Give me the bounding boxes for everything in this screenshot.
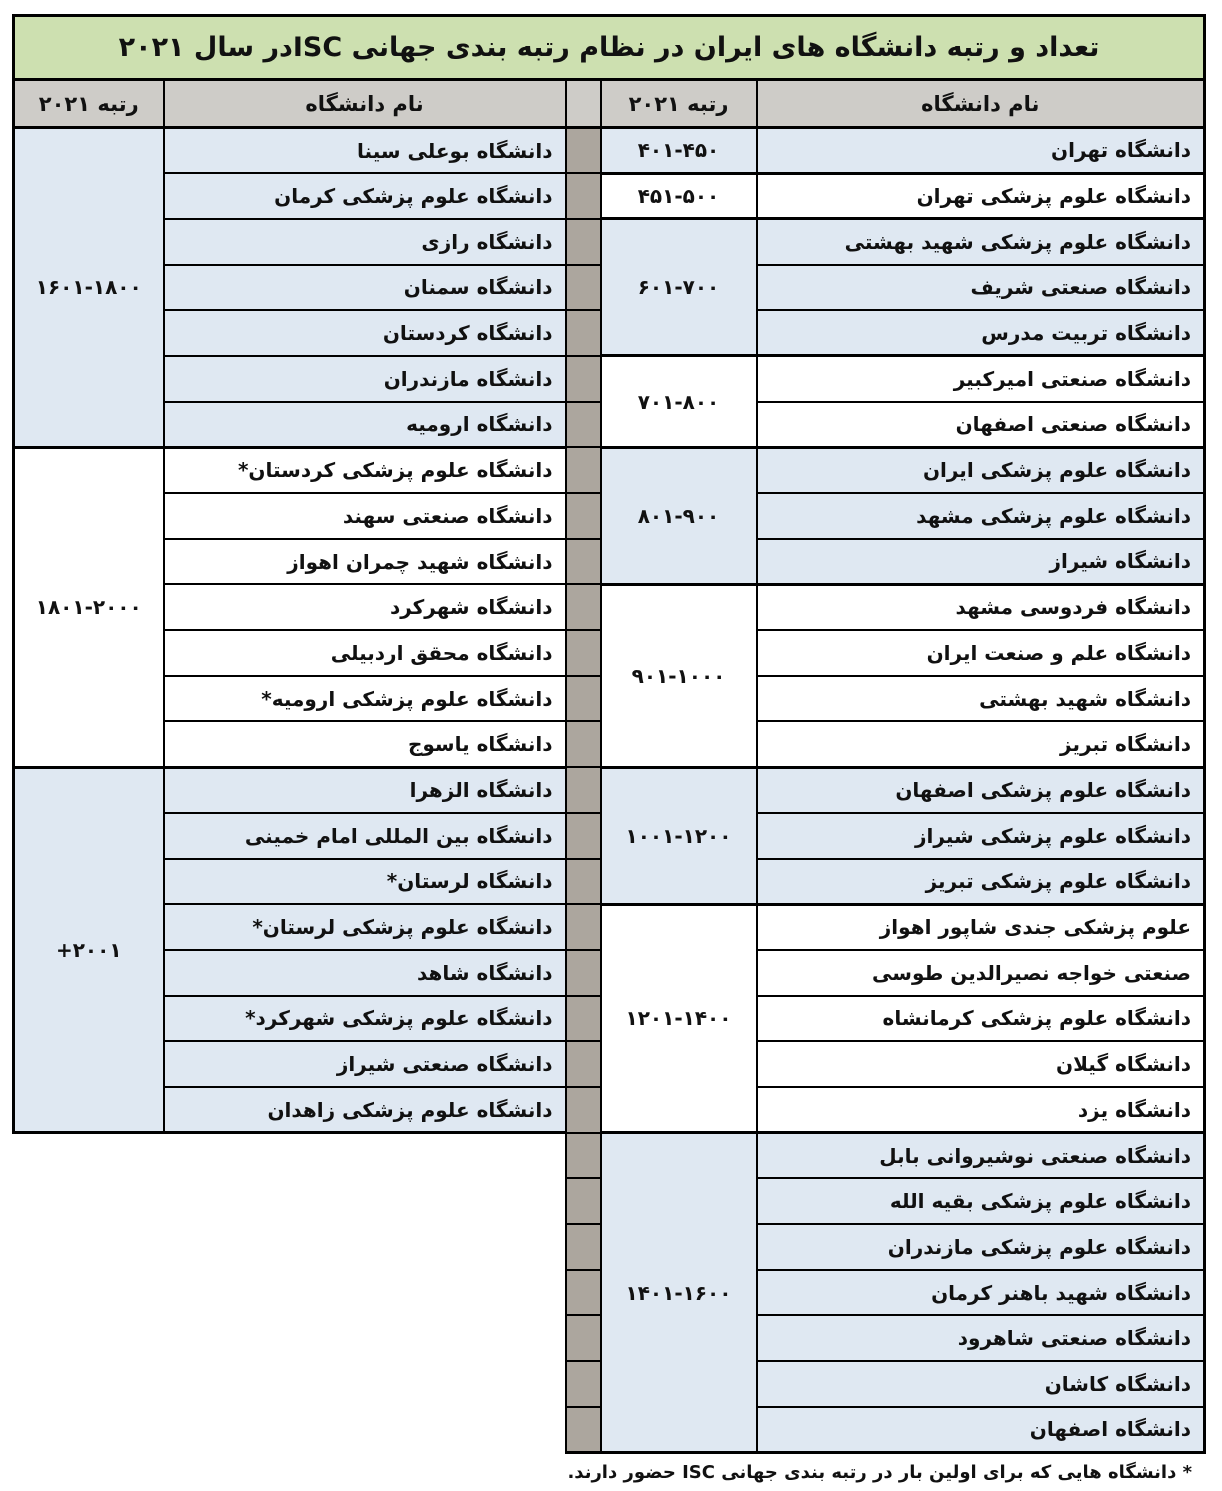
university-name-cell: دانشگاه مازندران xyxy=(164,356,566,402)
rank-range-cell: ۱۸۰۱-۲۰۰۰ xyxy=(13,447,163,767)
university-name-cell: دانشگاه علوم پزشکی اصفهان xyxy=(757,767,1205,813)
divider-cell xyxy=(566,676,601,722)
rank-range-cell: ۸۰۱-۹۰۰ xyxy=(601,447,757,584)
university-name-cell: دانشگاه شاهد xyxy=(164,950,566,996)
divider-cell xyxy=(566,1087,601,1133)
university-name-cell: دانشگاه بوعلی سینا xyxy=(164,128,566,174)
university-name-cell: دانشگاه محقق اردبیلی xyxy=(164,630,566,676)
left-name-header: نام دانشگاه xyxy=(164,80,566,128)
right-name-header: نام دانشگاه xyxy=(757,80,1205,128)
university-name-cell: دانشگاه الزهرا xyxy=(164,767,566,813)
divider-cell xyxy=(566,1041,601,1087)
rank-range-cell: ۴۵۱-۵۰۰ xyxy=(601,173,757,219)
university-name-cell: دانشگاه بین المللی امام خمینی xyxy=(164,813,566,859)
header-row xyxy=(13,80,1204,128)
university-name-cell: دانشگاه علوم پزشکی زاهدان xyxy=(164,1087,566,1133)
divider-cell xyxy=(566,539,601,585)
table-row xyxy=(13,356,1204,402)
university-name-cell: دانشگاه علوم پزشکی ارومیه* xyxy=(164,676,566,722)
university-name-cell: دانشگاه علوم پزشکی مازندران xyxy=(757,1224,1205,1270)
university-name-cell: دانشگاه علوم پزشکی کردستان* xyxy=(164,447,566,493)
right-rank-header: رتبه ۲۰۲۱ xyxy=(601,80,757,128)
university-name-cell: دانشگاه سمنان xyxy=(164,265,566,311)
university-name-cell: دانشگاه فردوسی مشهد xyxy=(757,584,1205,630)
university-name-cell: دانشگاه صنعتی شریف xyxy=(757,265,1205,311)
university-name-cell: دانشگاه علوم پزشکی کرمان xyxy=(164,173,566,219)
university-name-cell: دانشگاه علوم پزشکی کرمانشاه xyxy=(757,996,1205,1042)
empty-cell xyxy=(13,1270,565,1316)
divider-cell xyxy=(566,219,601,265)
university-name-cell: دانشگاه کاشان xyxy=(757,1361,1205,1407)
empty-cell xyxy=(13,1178,565,1224)
university-name-cell: دانشگاه علوم پزشکی ایران xyxy=(757,447,1205,493)
rank-range-cell: ۴۰۱-۴۵۰ xyxy=(601,128,757,174)
divider-cell xyxy=(566,721,601,767)
university-name-cell: دانشگاه کردستان xyxy=(164,310,566,356)
table-row xyxy=(13,1133,1204,1179)
table-row xyxy=(13,584,1204,630)
university-name-cell: دانشگاه تبریز xyxy=(757,721,1205,767)
rank-range-cell: ۱۲۰۱-۱۴۰۰ xyxy=(601,904,757,1132)
university-name-cell: دانشگاه علوم پزشکی شیراز xyxy=(757,813,1205,859)
divider-cell xyxy=(566,996,601,1042)
rank-range-cell: ۱۴۰۱-۱۶۰۰ xyxy=(601,1133,757,1453)
university-name-cell: دانشگاه صنعتی شاهرود xyxy=(757,1315,1205,1361)
university-name-cell: دانشگاه علم و صنعت ایران xyxy=(757,630,1205,676)
footnote: * دانشگاه هایی که برای اولین بار در رتبه بندی جهانی ISC حضور دارند. xyxy=(567,1461,1192,1483)
university-name-cell: دانشگاه صنعتی اصفهان xyxy=(757,402,1205,448)
divider-cell xyxy=(566,447,601,493)
university-name-cell: دانشگاه شیراز xyxy=(757,539,1205,585)
university-name-cell: دانشگاه علوم پزشکی مشهد xyxy=(757,493,1205,539)
divider-cell xyxy=(566,767,601,813)
university-name-cell: دانشگاه علوم پزشکی بقیه الله xyxy=(757,1178,1205,1224)
university-name-cell: دانشگاه شهید چمران اهواز xyxy=(164,539,566,585)
university-name-cell: علوم پزشکی جندی شاپور اهواز xyxy=(757,904,1205,950)
header-divider-cell xyxy=(566,80,601,128)
university-name-cell: دانشگاه شهید باهنر کرمان xyxy=(757,1270,1205,1316)
table-row xyxy=(13,904,1204,950)
table-row xyxy=(13,767,1204,813)
university-name-cell: دانشگاه یزد xyxy=(757,1087,1205,1133)
divider-cell xyxy=(566,859,601,905)
university-name-cell: دانشگاه ارومیه xyxy=(164,402,566,448)
divider-cell xyxy=(566,1133,601,1179)
table-row xyxy=(13,219,1204,265)
university-name-cell: دانشگاه علوم پزشکی شهرکرد* xyxy=(164,996,566,1042)
divider-cell xyxy=(566,1315,601,1361)
rank-range-cell: +۲۰۰۱ xyxy=(13,767,163,1133)
table-row xyxy=(13,128,1204,174)
university-name-cell: دانشگاه تهران xyxy=(757,128,1205,174)
rank-range-cell: ۹۰۱-۱۰۰۰ xyxy=(601,584,757,767)
university-name-cell: دانشگاه یاسوج xyxy=(164,721,566,767)
divider-cell xyxy=(566,1224,601,1270)
empty-cell xyxy=(13,1133,565,1179)
divider-cell xyxy=(566,950,601,996)
university-name-cell: دانشگاه لرستان* xyxy=(164,859,566,905)
rank-range-cell: ۶۰۱-۷۰۰ xyxy=(601,219,757,356)
title-row xyxy=(13,16,1204,80)
university-name-cell: دانشگاه علوم پزشکی شهید بهشتی xyxy=(757,219,1205,265)
divider-cell xyxy=(566,630,601,676)
empty-cell xyxy=(13,1315,565,1361)
university-name-cell: دانشگاه صنعتی سهند xyxy=(164,493,566,539)
table-row xyxy=(13,447,1204,493)
divider-cell xyxy=(566,813,601,859)
left-rank-header: رتبه ۲۰۲۱ xyxy=(13,80,163,128)
university-name-cell: دانشگاه صنعتی نوشیروانی بابل xyxy=(757,1133,1205,1179)
divider-cell xyxy=(566,402,601,448)
divider-cell xyxy=(566,904,601,950)
divider-cell xyxy=(566,173,601,219)
university-name-cell: دانشگاه رازی xyxy=(164,219,566,265)
table-row xyxy=(13,173,1204,219)
rank-range-cell: ۷۰۱-۸۰۰ xyxy=(601,356,757,447)
university-name-cell: دانشگاه شهرکرد xyxy=(164,584,566,630)
divider-cell xyxy=(566,310,601,356)
rank-range-cell: ۱۶۰۱-۱۸۰۰ xyxy=(13,128,163,448)
divider-cell xyxy=(566,128,601,174)
divider-cell xyxy=(566,1270,601,1316)
rank-range-cell: ۱۰۰۱-۱۲۰۰ xyxy=(601,767,757,904)
divider-cell xyxy=(566,584,601,630)
divider-cell xyxy=(566,1178,601,1224)
university-name-cell: دانشگاه شهید بهشتی xyxy=(757,676,1205,722)
university-name-cell: دانشگاه صنعتی امیرکبیر xyxy=(757,356,1205,402)
empty-cell xyxy=(13,1224,565,1270)
university-name-cell: دانشگاه صنعتی شیراز xyxy=(164,1041,566,1087)
divider-cell xyxy=(566,1361,601,1407)
divider-cell xyxy=(566,1407,601,1453)
university-name-cell: دانشگاه علوم پزشکی تبریز xyxy=(757,859,1205,905)
divider-cell xyxy=(566,265,601,311)
university-name-cell: صنعتی خواجه نصیرالدین طوسی xyxy=(757,950,1205,996)
university-name-cell: دانشگاه اصفهان xyxy=(757,1407,1205,1453)
empty-cell xyxy=(13,1361,565,1407)
divider-cell xyxy=(566,356,601,402)
divider-cell xyxy=(566,493,601,539)
university-name-cell: دانشگاه گیلان xyxy=(757,1041,1205,1087)
ranking-table xyxy=(12,14,1206,1454)
empty-cell xyxy=(13,1407,565,1453)
university-name-cell: دانشگاه علوم پزشکی لرستان* xyxy=(164,904,566,950)
table-title: تعداد و رتبه دانشگاه های ایران در نظام رتبه بندی جهانی ISCدر سال ۲۰۲۱ xyxy=(13,16,1204,80)
university-name-cell: دانشگاه تربیت مدرس xyxy=(757,310,1205,356)
university-name-cell: دانشگاه علوم پزشکی تهران xyxy=(757,173,1205,219)
